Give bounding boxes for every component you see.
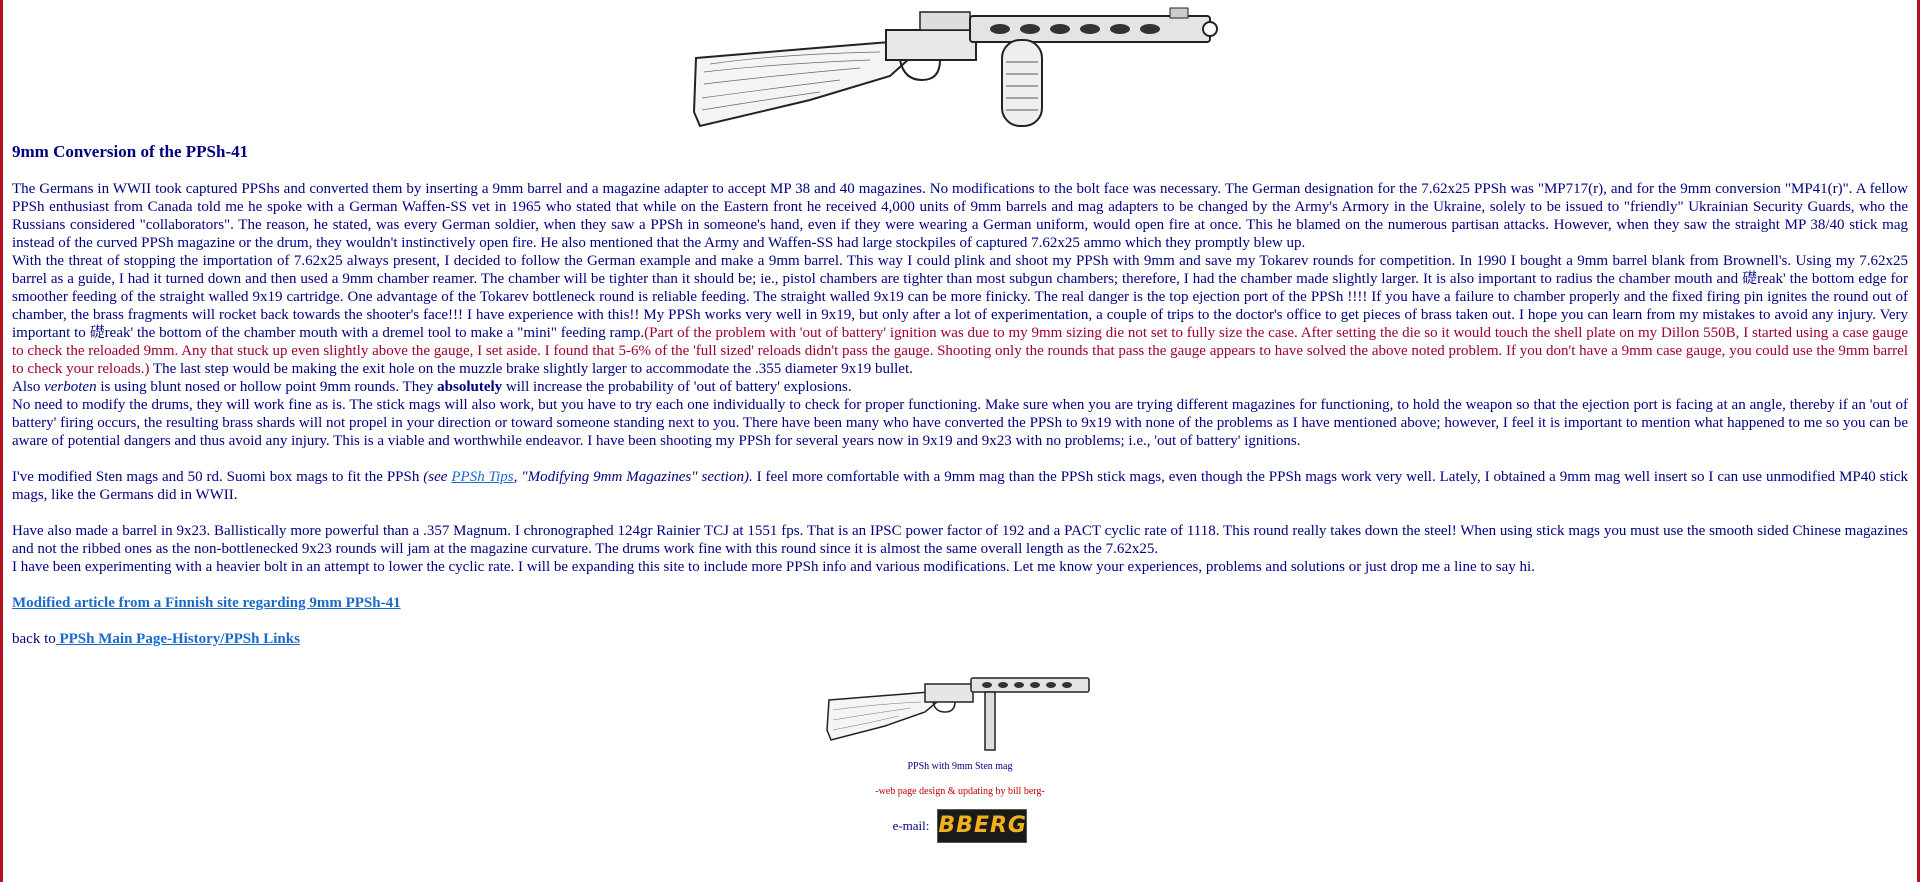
verboten-suffix: will increase the probability of 'out of battery' explosions. (502, 379, 852, 395)
verboten-middle: is using blunt nosed or hollow point 9mm rounds. They (96, 379, 438, 395)
finnish-article-link[interactable]: Modified article from a Finnish site regarding 9mm PPSh-41 (12, 595, 401, 611)
paragraph-verboten (12, 378, 1908, 396)
paragraph-drums: No need to modify the drums, they will work fine as is. The stick mags will also work, but you have to try each one individually to check for proper functioning. Make sure when you are trying different magazines for functioning, to hold the weapon so that the ejection port is facing at an angle, thereby if an 'out of battery' firing occurs, the resulting brass shards will not propel in your direction or toward someone standing next to you. There have been many who have converted the PPSh to 9x19 with none of the problems as I have mentioned above; however, I feel it is important to mention what happened to me so you can be aware of potential dangers and thus avoid any injury. This is a viable and worthwhile endeavor. I have been shooting my PPSh for several years now in 9x19 and 9x23 with no problems; i.e., 'out of battery' ignitions. (12, 397, 1908, 449)
verboten-emphasis: verboten (44, 379, 97, 395)
see-text: (see (423, 469, 452, 485)
paragraph-german-conversion: The Germans in WWII took captured PPShs and converted them by inserting a 9mm barrel and a magazine adapter to accept MP 38 and 40 magazines. No modifications to the bolt face was necessary. The German designation for the 7.62x25 PPSh was "MP717(r), and for the 9mm conversion "MP41(r)". A fellow PPSh enthusiast from Canada told me he spoke with a German Waffen-SS vet in 1965 who stated that while on the Eastern front he received 4,000 units of 9mm barrels and mag adapters to be changed by the Army's Armory in the Ukraine, solely to be issued to "friendly" Ukrainian Security Guards, who the Russians considered "collaborators". The reason, he stated, was every German soldier, when they saw a PPSh in someone's hand, even if they were wearing a German uniform, would open fire at once. This he blamed on the numerous partisan attacks. However, when they saw the straight MP 38/40 stick mag instead of the curved PPSh magazine or the drum, they wouldn't instinctively open fire. He also mentioned that the Army and Waffen-SS had large stockpiles of captured 7.62x25 ammo which they promptly blew up. (12, 181, 1908, 251)
spacer (12, 612, 1908, 630)
spacer (12, 450, 1908, 468)
image-caption: PPSh with 9mm Sten mag (907, 761, 1013, 772)
section-ref-text: , "Modifying 9mm Magazines" section). (513, 469, 753, 485)
design-credit: -web page design & updating by bill berg- (875, 786, 1045, 797)
email-label: e-mail: (892, 818, 930, 833)
top-image-wrapper (12, 0, 1908, 130)
mag-well-text: I feel more comfortable with a 9mm mag than the PPSh stick mags, even though the PPSh mags work very well. Lately, I obtained a 9mm mag well insert so I can use unmodified MP40 stick mags, like the Germans did in WWII. (12, 469, 1908, 503)
main-page-link[interactable]: PPSh Main Page-History/PPSh Links (55, 631, 300, 647)
page-left-border (0, 0, 3, 882)
email-badge-link[interactable]: BBERG (937, 809, 1027, 843)
verboten-prefix: Also (12, 379, 45, 395)
back-to-label: back to (12, 631, 56, 647)
sten-mags-text: I've modified Sten mags and 50 rd. Suomi box mags to fit the PPSh (12, 469, 424, 485)
email-row (12, 809, 1908, 843)
paragraph-9mm-barrel-text: With the threat of stopping the importation of 7.62x25 always present, I decided to follow the German example and make a 9mm barrel. This way I could plink and shoot my PPSh with 9mm and save my Tokarev rounds for competition. In 1990 I bought a 9mm barrel blank from Brownell's. Using my 7.62x25 barrel as a guide, I had it turned down and then used a 9mm chamber reamer. The chamber will be tighter than it should be; ie., pistol chambers are tighter than most subgun chambers; therefore, I had the chamber made slightly larger. It is also important to radius the chamber mouth and 礎reak' the bottom edge for smoother feeding of the straight walled 9x19 cartridge. One advantage of the Tokarev bottleneck round is reliable feeding. The straight walled 9x19 can be more finicky. The real danger is the top ejection port of the PPSh !!!! If you have a failure to chamber properly and the fixed firing pin ignites the round out of chamber, the brass fragments will rocket back towards the shooter's face!!! I have experience with this!! My PPSh works very well in 9x19, but only after a lot of experimentation, a couple of trips to the doctor's office to get pieces of brass taken out. I hope you can learn from my mistakes to avoid any injury. Very important to 礎reak' the bottom of the chamber mouth with a dremel tool to make a "mini" feeding ramp. (12, 253, 1908, 341)
ppsh-sten-mag-image (825, 670, 1095, 752)
ppsh-drum-image (690, 2, 1230, 130)
spacer (12, 504, 1908, 522)
ppsh-tips-link[interactable]: PPSh Tips (451, 469, 514, 485)
paragraph-9x23: Have also made a barrel in 9x23. Ballistically more powerful than a .357 Magnum. I chronographed 124gr Rainier TCJ at 1551 fps. That is an IPSC power factor of 192 and a PACT cyclic rate of 1118. This round really takes down the steel! When using stick mags you must use the smooth sided Chinese magazines and not the ribbed ones as the non-bottlenecked 9x23 rounds will jam at the magazine curvature. The drums work fine with this round since it is almost the same overall length as the 7.62x25. (12, 523, 1908, 557)
paragraph-9mm-barrel (12, 252, 1908, 378)
spacer (12, 576, 1908, 594)
bottom-figure (12, 670, 1908, 843)
out-of-battery-note: (Part of the problem with 'out of battery' ignition was due to my 9mm sizing die not set to fully size the case. After setting the die so it would touch the shell plate on my Dillon 550B, I started using a case gauge to check the reloaded 9mm. Any that stuck up even slightly above the gauge, I set aside. I found that 5-6% of the 'full sized' reloads didn't pass the gauge. Shooting only the rounds that pass the gauge appears to have solved the above noted problem. If you don't have a 9mm case gauge, you could use the 9mm barrel to check your reloads.) (12, 325, 1908, 377)
paragraph-sten-mags (12, 468, 1908, 504)
paragraph-heavier-bolt: I have been experimenting with a heavier bolt in an attempt to lower the cyclic rate. I will be expanding this site to include more PPSh info and various modifications. Let me know your experiences, problems and solutions or just drop me a line to say hi. (12, 559, 1535, 575)
page-title: 9mm Conversion of the PPSh-41 (12, 142, 249, 161)
muzzle-brake-text: The last step would be making the exit hole on the muzzle brake slightly larger to accommodate the .355 diameter 9x19 bullet. (149, 361, 913, 377)
absolutely-strong: absolutely (437, 379, 503, 395)
article-content (12, 0, 1908, 843)
